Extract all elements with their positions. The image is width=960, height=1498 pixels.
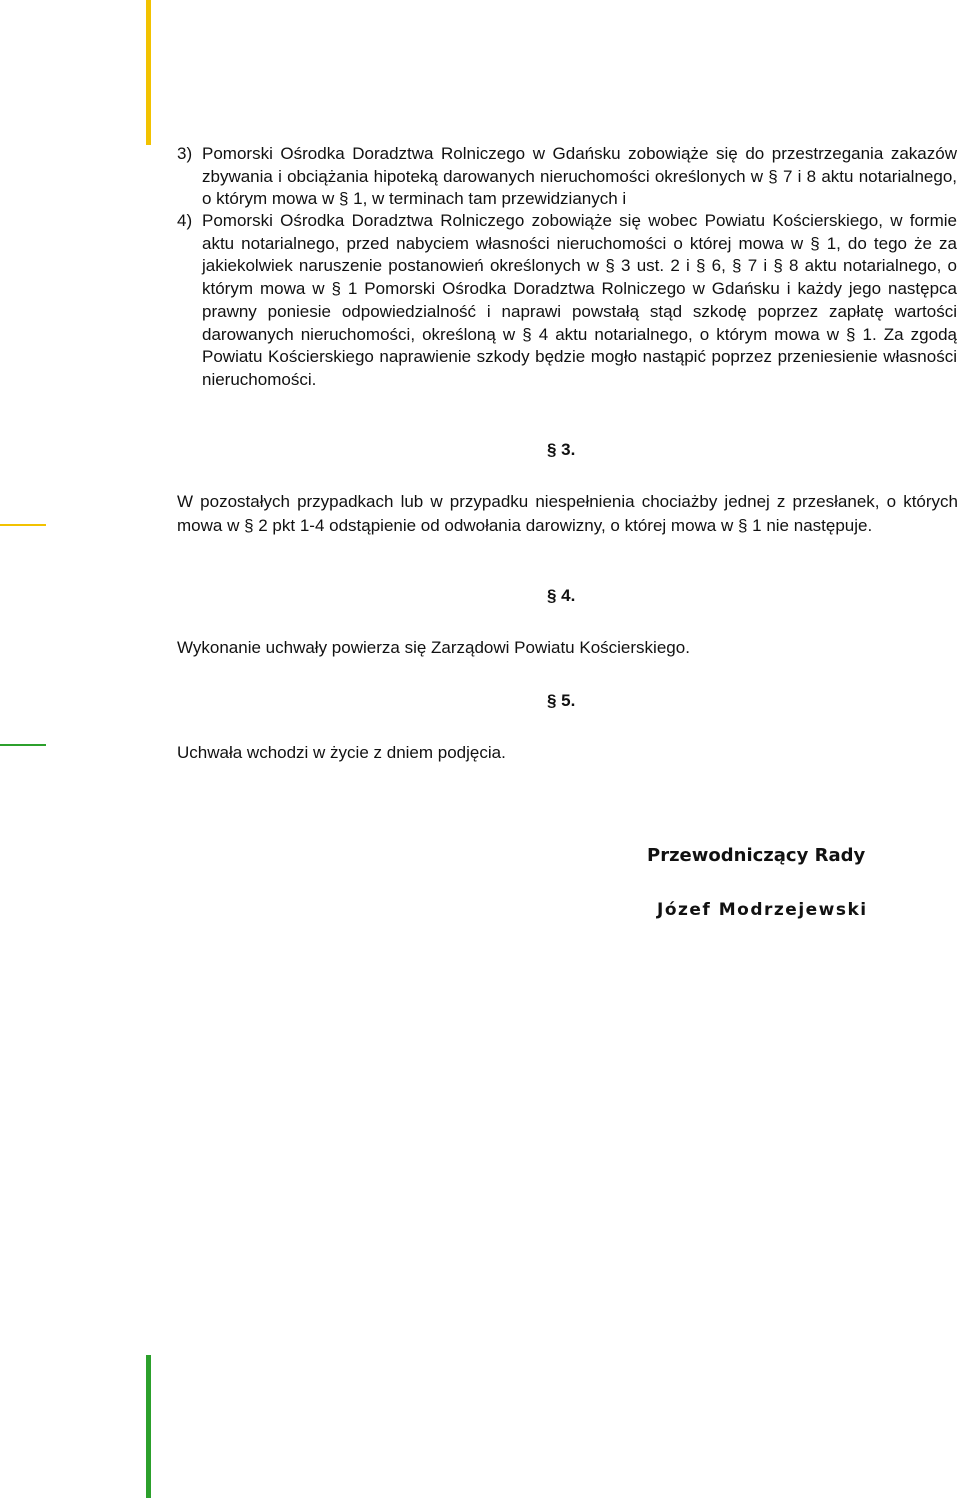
list-item-number: 3) xyxy=(177,144,193,163)
yellow-margin-bar xyxy=(146,0,151,145)
yellow-margin-line xyxy=(0,524,46,526)
section-4-text: Wykonanie uchwały powierza się Zarządowi Powiatu Kościerskiego. xyxy=(177,638,690,657)
section-3-text: W pozostałych przypadkach lub w przypadku niespełnienia chociażby jednej z przesłanek, o których mowa w § 2 pkt 1-4 odstąpienie od odwołania darowizny, o której mowa w § 1 nie następuje. xyxy=(177,492,958,535)
signature-name: Józef Modrzejewski xyxy=(657,900,868,920)
green-margin-bar xyxy=(146,1355,151,1498)
section-5-heading: § 5. xyxy=(547,691,576,710)
section-5-text: Uchwała wchodzi w życie z dniem podjęcia. xyxy=(177,743,506,762)
list-item-text: Pomorski Ośrodka Doradztwa Rolniczego w Gdańsku zobowiąże się do przestrzegania zakazów zbywania i obciążania hipoteką darowanych nieruchomości określonych w § 7 i 8 aktu notarialnego, o którym mowa w § 1, w terminach tam przewidzianych i xyxy=(202,144,957,209)
green-margin-line xyxy=(0,744,46,746)
list-item-4 xyxy=(177,210,957,392)
signature-title: Przewodniczący Rady xyxy=(647,845,866,866)
section-3-heading: § 3. xyxy=(547,440,576,459)
list-item-3 xyxy=(177,143,957,211)
list-item-text: Pomorski Ośrodka Doradztwa Rolniczego zobowiąże się wobec Powiatu Kościerskiego, w formie aktu notarialnego, przed nabyciem własności nieruchomości o której mowa w § 1, do tego że za jakiekolwiek naruszenie postanowień określonych w § 3 ust. 2 i § 6, § 7 i § 8 aktu notarialnego, o którym mowa w § 1 Pomorski Ośrodka Doradztwa Rolniczego w Gdańsku i każdy jego następca prawny poniesie odpowiedzialność i naprawi powstałą stąd szkodę poprzez zapłatę wartości darowanych nieruchomości, określoną w § 4 aktu notarialnego, o którym mowa w § 1. Za zgodą Powiatu Kościerskiego naprawienie szkody będzie mogło nastąpić poprzez przeniesienie własności nieruchomości. xyxy=(202,211,957,389)
section-4-heading: § 4. xyxy=(547,586,576,605)
list-item-number: 4) xyxy=(177,211,193,230)
